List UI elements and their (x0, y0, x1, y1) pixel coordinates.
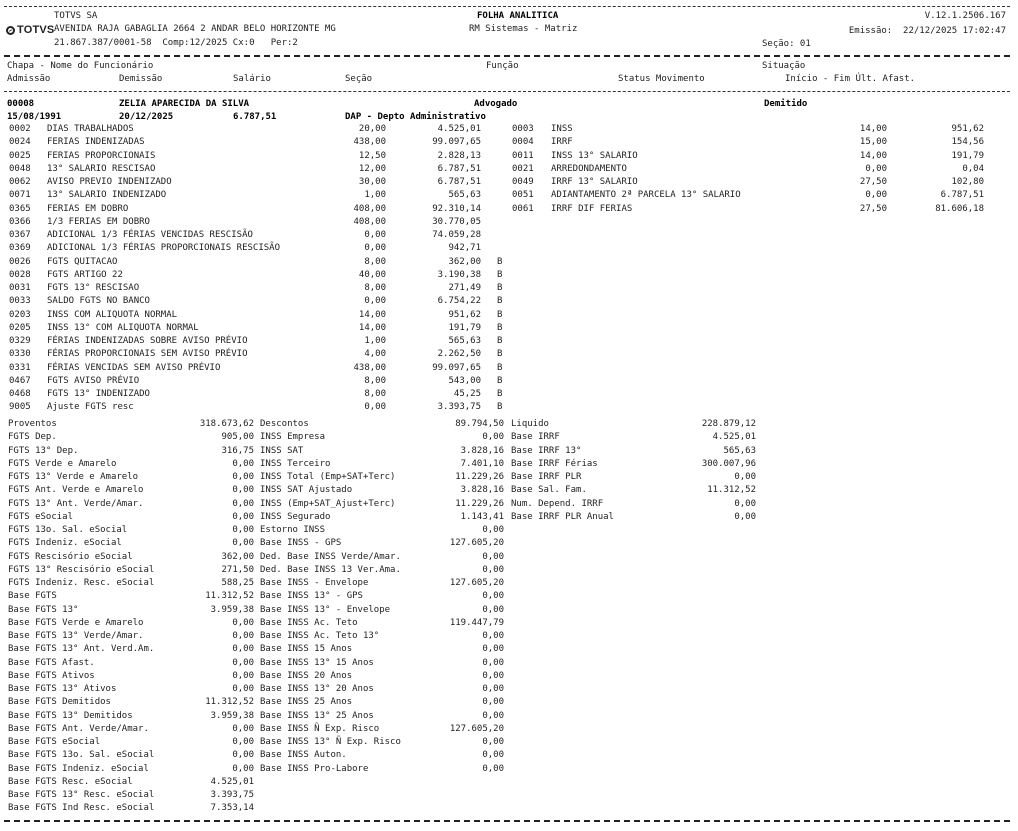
provento-code: 0028 (9, 269, 31, 280)
total-label: Base IRRF Férias (511, 458, 598, 469)
provento-flag: B (497, 269, 503, 280)
bottom-rule (4, 820, 1010, 822)
provento-value: 6.787,51 (437, 163, 481, 174)
desconto-ref: 0,00 (865, 190, 887, 201)
employee-section: DAP - Depto Administrativo (345, 112, 486, 122)
provento-desc: FÉRIAS VENCIDAS SEM AVISO PRÉVIO (47, 362, 221, 373)
provento-ref: 1,00 (364, 190, 386, 201)
total-label: Base INSS 15 Anos (260, 644, 353, 655)
total-label: FGTS Indeniz. eSocial (8, 538, 122, 549)
provento-desc: ADICIONAL 1/3 FÉRIAS VENCIDAS RESCISÃO (47, 230, 253, 240)
provento-code: 0031 (9, 283, 31, 293)
employee-dismissal: 20/12/2025 (119, 112, 174, 122)
col-salario: Salário (233, 74, 271, 84)
provento-flag: B (497, 296, 503, 307)
provento-code: 0026 (9, 256, 31, 267)
provento-ref: 4,00 (364, 349, 386, 360)
total-value: 3.959,38 (210, 604, 254, 615)
total-value: 0,00 (232, 631, 254, 641)
provento-ref: 40,00 (358, 269, 386, 280)
report-title: FOLHA ANALITICA (477, 11, 559, 21)
provento-flag: B (497, 256, 503, 267)
provento-value: 3.190,38 (437, 269, 481, 280)
desconto-ref: 14,00 (859, 124, 887, 134)
provento-desc: FGTS ARTIGO 22 (47, 269, 123, 280)
provento-desc: DIAS TRABALHADOS (47, 124, 134, 134)
desconto-desc: IRRF DIF FERIAS (551, 203, 633, 214)
provento-desc: 13° SALARIO INDENIZADO (47, 190, 167, 201)
total-value: 0,00 (232, 737, 254, 747)
provento-code: 0048 (9, 163, 31, 174)
provento-code: 0203 (9, 309, 31, 320)
total-label: Num. Depend. IRRF (511, 498, 604, 509)
total-label: FGTS Ant. Verde e Amarelo (8, 485, 144, 496)
total-label: Base FGTS Indeniz. eSocial (8, 763, 149, 774)
provento-code: 9005 (9, 402, 31, 413)
total-value: 3.828,16 (460, 445, 504, 456)
total-label: Base IRRF PLR Anual (511, 511, 614, 522)
total-label: Proventos (8, 419, 57, 429)
total-label: Base INSS 20 Anos (260, 670, 353, 681)
total-value: 11.312,52 (707, 485, 756, 496)
provento-code: 0330 (9, 349, 31, 360)
provento-value: 92.310,14 (432, 203, 481, 214)
top-rule (4, 6, 1010, 7)
total-label: Base INSS Auton. (260, 750, 347, 761)
desconto-desc: INSS (551, 124, 573, 134)
provento-code: 0033 (9, 296, 31, 307)
total-value: 7.353,14 (210, 803, 254, 814)
total-label: Base FGTS Ant. Verde/Amar. (8, 723, 149, 734)
total-value: 0,00 (232, 485, 254, 496)
total-value: 4.525,01 (210, 776, 254, 787)
total-value: 11.229,26 (455, 498, 504, 509)
total-value: 271,50 (221, 564, 254, 575)
total-label: INSS Segurado (260, 511, 331, 522)
total-value: 11.312,52 (205, 697, 254, 708)
total-label: Base INSS - GPS (260, 538, 342, 549)
company-address: AVENIDA RAJA GABAGLIA 2664 2 ANDAR BELO HORIZONTE MG (54, 24, 336, 34)
total-label: Base INSS 13° 25 Anos (260, 710, 374, 721)
company-name: TOTVS SA (54, 11, 98, 21)
total-value: 0,00 (232, 458, 254, 469)
provento-flag: B (497, 283, 503, 293)
provento-ref: 1,00 (364, 336, 386, 346)
total-label: Descontos (260, 419, 309, 429)
total-value: 0,00 (734, 472, 756, 482)
employee-role: Advogado (474, 99, 518, 109)
provento-desc: AVISO PREVIO INDENIZADO (47, 177, 172, 187)
employee-admission: 15/08/1991 (7, 112, 62, 122)
total-value: 11.229,26 (455, 472, 504, 482)
total-value: 0,00 (232, 498, 254, 509)
total-value: 127.605,20 (449, 723, 504, 734)
provento-value: 191,79 (448, 322, 481, 333)
desconto-code: 0061 (512, 203, 534, 214)
desconto-ref: 27,50 (859, 203, 887, 214)
total-value: 588,25 (221, 578, 254, 588)
total-value: 565,63 (723, 445, 756, 456)
total-label: Base IRRF PLR (511, 472, 582, 482)
provento-desc: SALDO FGTS NO BANCO (47, 296, 150, 307)
desconto-value: 951,62 (951, 124, 984, 134)
provento-value: 6.787,51 (437, 177, 481, 187)
desconto-code: 0021 (512, 163, 534, 174)
total-value: 0,00 (482, 684, 504, 694)
total-value: 0,00 (482, 763, 504, 774)
total-value: 316,75 (221, 445, 254, 456)
total-label: INSS Total (Emp+SAT+Terc) (260, 472, 396, 482)
total-label: Base INSS Ac. Teto (260, 617, 358, 628)
desconto-desc: ADIANTAMENTO 2ª PARCELA 13° SALARIO (551, 190, 741, 201)
provento-value: 2.262,50 (437, 349, 481, 360)
total-label: Estorno INSS (260, 525, 326, 535)
total-label: Base INSS 13° 20 Anos (260, 684, 374, 694)
provento-ref: 438,00 (353, 137, 386, 148)
desconto-code: 0003 (512, 124, 534, 134)
provento-value: 565,63 (448, 190, 481, 201)
total-label: Base INSS 13° Ñ Exp. Risco (260, 737, 401, 747)
provento-ref: 14,00 (358, 322, 386, 333)
provento-value: 362,00 (448, 256, 481, 267)
desconto-ref: 0,00 (865, 163, 887, 174)
total-value: 0,00 (232, 684, 254, 694)
provento-flag: B (497, 349, 503, 360)
total-label: Base FGTS Afast. (8, 657, 95, 668)
total-label: Base FGTS (8, 591, 57, 602)
total-label: INSS (Emp+SAT_Ajust+Terc) (260, 498, 396, 509)
total-value: 0,00 (232, 511, 254, 522)
desconto-value: 154,56 (951, 137, 984, 148)
provento-ref: 408,00 (353, 216, 386, 227)
provento-ref: 0,00 (364, 296, 386, 307)
provento-code: 0468 (9, 389, 31, 399)
total-label: Base INSS Ac. Teto 13° (260, 631, 380, 641)
desconto-value: 0,04 (962, 163, 984, 174)
provento-ref: 30,00 (358, 177, 386, 187)
provento-desc: FERIAS EM DOBRO (47, 203, 129, 214)
provento-code: 0205 (9, 322, 31, 333)
desconto-desc: IRRF (551, 137, 573, 148)
total-label: FGTS Indeniz. Resc. eSocial (8, 578, 155, 588)
provento-desc: FÉRIAS INDENIZADAS SOBRE AVISO PRÉVIO (47, 336, 248, 346)
desconto-value: 102,80 (951, 177, 984, 187)
provento-ref: 0,00 (364, 243, 386, 254)
total-value: 1.143,41 (460, 511, 504, 522)
provento-code: 0467 (9, 375, 31, 386)
total-label: Base INSS 13° - GPS (260, 591, 363, 602)
desconto-ref: 14,00 (859, 150, 887, 161)
provento-desc: INSS 13° COM ALIQUOTA NORMAL (47, 322, 199, 333)
total-value: 0,00 (482, 551, 504, 562)
total-value: 318.673,62 (199, 419, 254, 429)
total-value: 0,00 (232, 763, 254, 774)
provento-flag: B (497, 322, 503, 333)
total-label: Base FGTS Ind Resc. eSocial (8, 803, 155, 814)
provento-ref: 438,00 (353, 362, 386, 373)
provento-value: 271,49 (448, 283, 481, 293)
col-inicio: Início - Fim Últ. Afast. (785, 74, 916, 84)
total-label: Base FGTS Demitidos (8, 697, 111, 708)
total-label: Base IRRF 13° (511, 445, 582, 456)
total-value: 0,00 (482, 432, 504, 443)
total-value: 0,00 (482, 644, 504, 655)
total-label: Base FGTS Resc. eSocial (8, 776, 133, 787)
emission-date: Emissão: 22/12/2025 17:02:47 (848, 26, 1006, 36)
provento-desc: ADICIONAL 1/3 FÉRIAS PROPORCIONAIS RESCISÃO (47, 243, 280, 254)
total-label: Base IRRF (511, 432, 560, 443)
total-value: 905,00 (221, 432, 254, 443)
header-rule (4, 55, 1010, 57)
total-label: Base INSS 13° 15 Anos (260, 657, 374, 668)
total-value: 362,00 (221, 551, 254, 562)
provento-flag: B (497, 309, 503, 320)
total-value: 0,00 (482, 604, 504, 615)
provento-ref: 0,00 (364, 402, 386, 413)
total-label: Base FGTS 13° Resc. eSocial (8, 790, 155, 800)
total-label: Base INSS Ñ Exp. Risco (260, 723, 380, 734)
total-label: FGTS Rescisório eSocial (8, 551, 133, 562)
total-label: FGTS 13o. Sal. eSocial (8, 525, 128, 535)
total-value: 0,00 (482, 591, 504, 602)
provento-desc: FGTS 13° RESCISAO (47, 283, 140, 293)
desconto-desc: IRRF 13° SALARIO (551, 177, 638, 187)
desconto-desc: INSS 13° SALARIO (551, 150, 638, 161)
provento-desc: 1/3 FERIAS EM DOBRO (47, 216, 150, 227)
provento-value: 2.828,13 (437, 150, 481, 161)
total-value: 4.525,01 (712, 432, 756, 443)
employee-name: ZELIA APARECIDA DA SILVA (119, 99, 250, 109)
total-label: Ded. Base INSS 13 Ver.Ama. (260, 564, 401, 575)
provento-desc: Ajuste FGTS resc (47, 402, 134, 413)
total-label: FGTS 13° Ant. Verde/Amar. (8, 498, 144, 509)
provento-desc: FGTS 13° INDENIZADO (47, 389, 150, 399)
total-value: 89.794,50 (455, 419, 504, 429)
provento-value: 6.754,22 (437, 296, 481, 307)
total-label: Liquido (511, 419, 549, 429)
total-value: 0,00 (232, 538, 254, 549)
total-value: 0,00 (482, 737, 504, 747)
provento-value: 30.770,05 (432, 216, 481, 227)
provento-code: 0002 (9, 124, 31, 134)
total-value: 300.007,96 (701, 458, 756, 469)
total-label: INSS SAT (260, 445, 304, 456)
provento-value: 3.393,75 (437, 402, 481, 413)
total-label: FGTS Verde e Amarelo (8, 458, 117, 469)
provento-flag: B (497, 362, 503, 373)
total-value: 0,00 (482, 525, 504, 535)
provento-value: 74.059,28 (432, 230, 481, 240)
desconto-desc: ARREDONDAMENTO (551, 163, 627, 174)
total-label: Base Sal. Fam. (511, 485, 587, 496)
total-value: 0,00 (232, 525, 254, 535)
total-label: Base INSS 25 Anos (260, 697, 353, 708)
total-value: 0,00 (482, 697, 504, 708)
provento-code: 0369 (9, 243, 31, 254)
provento-code: 0024 (9, 137, 31, 148)
total-label: Base FGTS Verde e Amarelo (8, 617, 144, 628)
provento-code: 0025 (9, 150, 31, 161)
col-demissao: Demissão (119, 74, 163, 84)
desconto-value: 6.787,51 (940, 190, 984, 201)
total-value: 0,00 (232, 750, 254, 761)
total-label: INSS Empresa (260, 432, 326, 443)
provento-desc: FÉRIAS PROPORCIONAIS SEM AVISO PRÉVIO (47, 349, 248, 360)
total-label: FGTS 13° Rescisório eSocial (8, 564, 155, 575)
provento-value: 99.097,65 (432, 362, 481, 373)
total-value: 0,00 (482, 710, 504, 721)
provento-value: 565,63 (448, 336, 481, 346)
total-label: Base FGTS Ativos (8, 670, 95, 681)
provento-ref: 12,50 (358, 150, 386, 161)
total-value: 0,00 (482, 750, 504, 761)
provento-code: 0366 (9, 216, 31, 227)
col-admissao: Admissão (7, 74, 51, 84)
provento-desc: INSS COM ALIQUOTA NORMAL (47, 309, 178, 320)
employee-salary: 6.787,51 (233, 112, 277, 122)
provento-value: 45,25 (453, 389, 481, 399)
totvs-logo-icon (6, 26, 15, 35)
total-value: 0,00 (232, 617, 254, 628)
total-label: INSS SAT Ajustado (260, 485, 353, 496)
employee-chapa: 00008 (7, 99, 35, 109)
version: V.12.1.2506.167 (924, 11, 1006, 21)
total-value: 0,00 (232, 644, 254, 655)
total-label: FGTS Dep. (8, 432, 57, 443)
total-value: 0,00 (482, 564, 504, 575)
total-value: 0,00 (482, 670, 504, 681)
total-value: 0,00 (232, 670, 254, 681)
provento-flag: B (497, 389, 503, 399)
total-value: 3.828,16 (460, 485, 504, 496)
provento-value: 951,62 (448, 309, 481, 320)
total-label: Base FGTS 13° Demitidos (8, 710, 133, 721)
desconto-code: 0049 (512, 177, 534, 187)
total-label: FGTS eSocial (8, 511, 74, 522)
col-chapa: Chapa - Nome do Funcionário (7, 61, 154, 71)
total-label: Base INSS Pro-Labore (260, 763, 369, 774)
desconto-ref: 15,00 (859, 137, 887, 148)
desconto-value: 81.606,18 (935, 203, 984, 214)
employee-situation: Demitido (764, 99, 808, 109)
provento-code: 0329 (9, 336, 31, 346)
section-number: Seção: 01 (762, 39, 811, 49)
total-value: 0,00 (734, 498, 756, 509)
provento-ref: 8,00 (364, 256, 386, 267)
system-name: RM Sistemas - Matriz (469, 24, 578, 34)
provento-ref: 20,00 (358, 124, 386, 134)
provento-ref: 408,00 (353, 203, 386, 214)
provento-value: 4.525,01 (437, 124, 481, 134)
total-label: Ded. Base INSS Verde/Amar. (260, 551, 401, 562)
provento-ref: 0,00 (364, 230, 386, 240)
desconto-code: 0051 (512, 190, 534, 201)
desconto-value: 191,79 (951, 150, 984, 161)
total-value: 0,00 (232, 472, 254, 482)
provento-value: 942,71 (448, 243, 481, 254)
total-value: 7.401,10 (460, 458, 504, 469)
provento-code: 0365 (9, 203, 31, 214)
total-value: 0,00 (232, 723, 254, 734)
total-value: 0,00 (482, 657, 504, 668)
provento-code: 0071 (9, 190, 31, 201)
total-label: Base INSS 13° - Envelope (260, 604, 391, 615)
col-funcao: Função (486, 61, 519, 71)
provento-code: 0062 (9, 177, 31, 187)
desconto-code: 0004 (512, 137, 534, 148)
provento-flag: B (497, 336, 503, 346)
provento-flag: B (497, 375, 503, 386)
provento-desc: FGTS AVISO PRÉVIO (47, 375, 140, 386)
total-label: FGTS 13° Verde e Amarelo (8, 472, 139, 482)
provento-desc: 13° SALARIO RESCISAO (47, 163, 156, 174)
total-label: Base FGTS eSocial (8, 737, 101, 747)
col-secao: Seção (345, 74, 373, 84)
total-value: 127.605,20 (449, 578, 504, 588)
total-value: 0,00 (232, 657, 254, 668)
total-value: 0,00 (482, 631, 504, 641)
total-label: Base FGTS 13° (8, 604, 79, 615)
total-label: Base FGTS 13° Verde/Amar. (8, 631, 144, 641)
provento-value: 99.097,65 (432, 137, 481, 148)
provento-ref: 14,00 (358, 309, 386, 320)
total-value: 127.605,20 (449, 538, 504, 549)
provento-desc: FERIAS PROPORCIONAIS (47, 150, 156, 161)
total-label: Base FGTS 13° Ant. Verd.Am. (8, 644, 155, 655)
total-label: Base INSS - Envelope (260, 578, 369, 588)
total-label: Base FGTS 13° Ativos (8, 684, 117, 694)
total-value: 0,00 (734, 511, 756, 522)
col-situacao: Situação (762, 61, 806, 71)
total-label: Base FGTS 13o. Sal. eSocial (8, 750, 155, 761)
total-value: 119.447,79 (449, 617, 504, 628)
desconto-ref: 27,50 (859, 177, 887, 187)
totvs-logo-text: TOTVS (17, 24, 55, 36)
company-cnpj: 21.867.387/0001-58 Comp:12/2025 Cx:0 Per:2 (54, 38, 298, 48)
provento-ref: 8,00 (364, 375, 386, 386)
total-label: FGTS 13° Dep. (8, 445, 79, 456)
provento-ref: 12,00 (358, 163, 386, 174)
totvs-logo (6, 24, 54, 36)
provento-ref: 8,00 (364, 283, 386, 293)
total-value: 3.959,38 (210, 710, 254, 721)
col-status: Status Movimento (618, 74, 705, 84)
total-value: 11.312,52 (205, 591, 254, 602)
provento-value: 543,00 (448, 375, 481, 386)
total-value: 3.393,75 (210, 790, 254, 800)
total-label: INSS Terceiro (260, 458, 331, 469)
provento-flag: B (497, 402, 503, 413)
provento-desc: FERIAS INDENIZADAS (47, 137, 145, 148)
columns-rule (4, 91, 1010, 92)
provento-code: 0331 (9, 362, 31, 373)
provento-ref: 8,00 (364, 389, 386, 399)
provento-code: 0367 (9, 230, 31, 240)
desconto-code: 0011 (512, 150, 534, 161)
total-value: 228.879,12 (701, 419, 756, 429)
provento-desc: FGTS QUITACAO (47, 256, 118, 267)
